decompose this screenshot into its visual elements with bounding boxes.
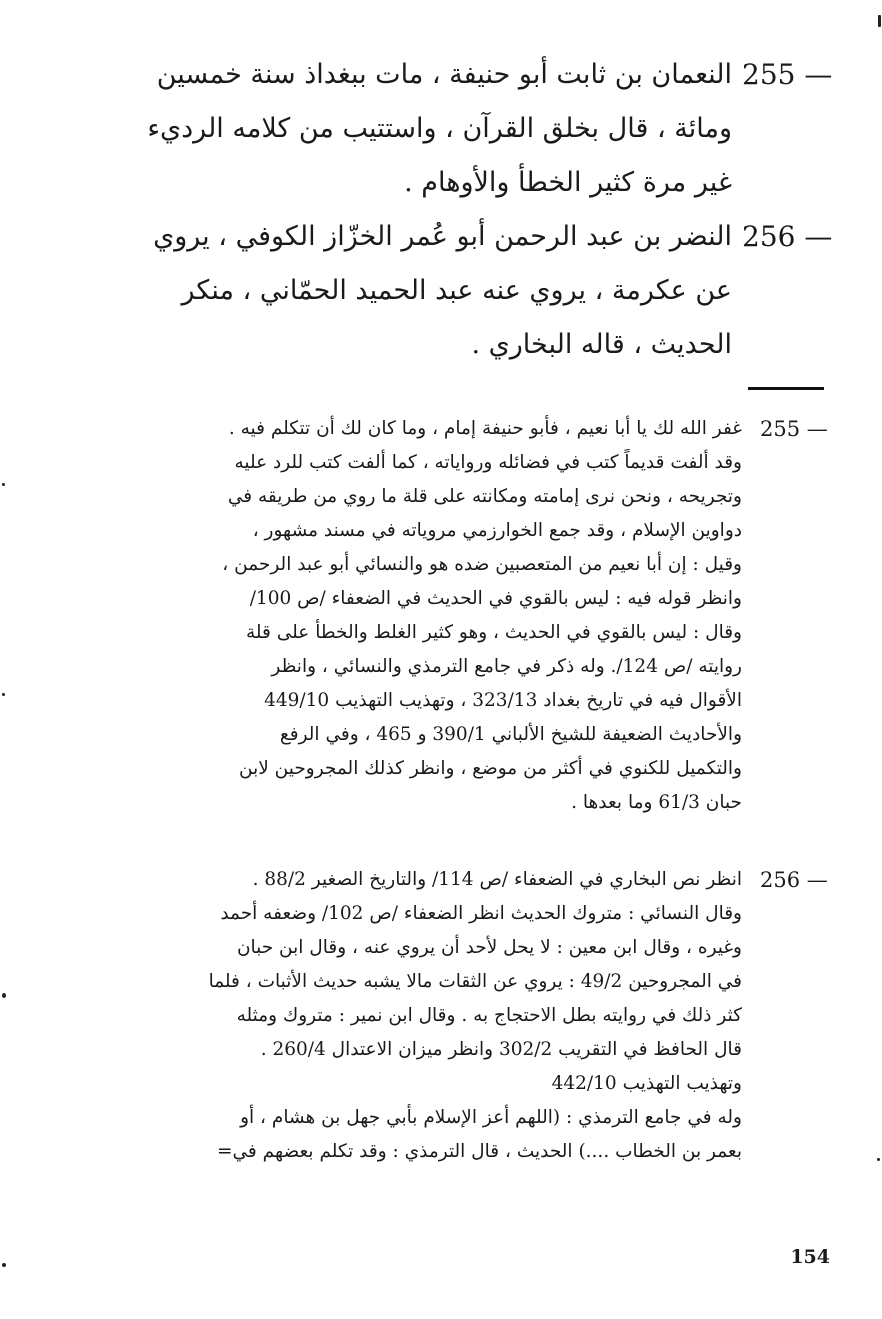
footnote-number-text: 255 bbox=[760, 417, 801, 441]
footnote-255 bbox=[110, 412, 832, 820]
text-line: وله في جامع الترمذي : (اللهم أعز الإسلام بأبي جهل بن هشام ، أو bbox=[240, 1107, 742, 1128]
footnote-text bbox=[110, 863, 742, 1169]
text-line: قال الحافظ في التقريب 302/2 وانظر ميزان الاعتدال 260/4 . bbox=[260, 1039, 742, 1060]
text-line: النضر بن عبد الرحمن أبو عُمر الخزّاز الكوفي ، يروي bbox=[153, 221, 732, 252]
entry-number bbox=[742, 48, 832, 102]
entry-dash: — bbox=[804, 58, 833, 91]
scan-speck bbox=[2, 1263, 6, 1267]
text-line: وقال : ليس بالقوي في الحديث ، وهو كثير الغلط والخطأ على قلة bbox=[245, 622, 742, 643]
footnote-number bbox=[760, 863, 832, 897]
footnote-dash: — bbox=[806, 868, 828, 892]
text-line: وتهذيب التهذيب 442/10 bbox=[551, 1073, 742, 1094]
scan-speck bbox=[877, 1158, 880, 1161]
text-line: وانظر قوله فيه : ليس بالقوي في الحديث في الضعفاء /ص 100/ bbox=[249, 588, 742, 609]
page-number: 154 bbox=[790, 1246, 830, 1268]
footnote-separator bbox=[748, 387, 824, 390]
text-line: حبان 61/3 وما بعدها . bbox=[571, 792, 742, 813]
scan-speck bbox=[2, 993, 6, 998]
text-line: غير مرة كثير الخطأ والأوهام . bbox=[404, 167, 732, 198]
text-line: غفر الله لك يا أبا نعيم ، فأبو حنيفة إمام ، وما كان لك أن تتكلم فيه . bbox=[228, 418, 742, 439]
text-line: روايته /ص 124/. وله ذكر في جامع الترمذي والنسائي ، وانظر bbox=[271, 656, 742, 677]
scan-speck bbox=[2, 693, 5, 696]
text-line: والأحاديث الضعيفة للشيخ الألباني 390/1 و 465 ، وفي الرفع bbox=[279, 724, 742, 745]
text-line: في المجروحين 49/2 : يروي عن الثقات مالا يشبه حديث الأثبات ، فلما bbox=[208, 971, 742, 992]
entry-number bbox=[742, 210, 832, 264]
footnote-256 bbox=[110, 863, 832, 1169]
main-entry-255 bbox=[110, 48, 832, 210]
text-line: عن عكرمة ، يروي عنه عبد الحميد الحمّاني ، منكر bbox=[181, 275, 732, 306]
text-line: بعمر بن الخطاب ....) الحديث ، قال الترمذي : وقد تكلم بعضهم في= bbox=[216, 1141, 742, 1162]
text-line: كثر ذلك في روايته بطل الاحتجاج به . وقال ابن نمير : متروك ومثله bbox=[236, 1005, 742, 1026]
footnote-number bbox=[760, 412, 832, 446]
text-line: انظر نص البخاري في الضعفاء /ص 114/ والتاريخ الصغير 88/2 . bbox=[252, 869, 742, 890]
text-line: الأقوال فيه في تاريخ بغداد 323/13 ، وتهذيب التهذيب 449/10 bbox=[264, 690, 742, 711]
text-line: وقيل : إن أبا نعيم من المتعصبين ضده هو والنسائي أبو عبد الرحمن ، bbox=[222, 554, 742, 575]
entry-text bbox=[110, 48, 732, 210]
scan-speck bbox=[2, 483, 5, 486]
text-line: والتكميل للكنوي في أكثر من موضع ، وانظر كذلك المجروحين لابن bbox=[239, 758, 742, 779]
main-entry-256 bbox=[110, 210, 832, 372]
text-line: دواوين الإسلام ، وقد جمع الخوارزمي مروياته في مسند مشهور ، bbox=[252, 520, 742, 541]
entry-text bbox=[110, 210, 732, 372]
text-line: النعمان بن ثابت أبو حنيفة ، مات ببغداذ سنة خمسين bbox=[156, 59, 732, 90]
scan-speck bbox=[878, 15, 881, 27]
entry-dash: — bbox=[804, 220, 833, 253]
footnote-text bbox=[110, 412, 742, 820]
text-line: وتجريحه ، ونحن نرى إمامته ومكانته على قلة ما روي من طريقه في bbox=[227, 486, 742, 507]
text-line: وقال النسائي : متروك الحديث انظر الضعفاء /ص 102/ وضعفه أحمد bbox=[220, 903, 742, 924]
text-line: الحديث ، قاله البخاري . bbox=[471, 329, 732, 360]
entry-number-text: 255 bbox=[742, 58, 796, 91]
text-line: وغيره ، وقال ابن معين : لا يحل لأحد أن يروي عنه ، وقال ابن حبان bbox=[236, 937, 742, 958]
entry-number-text: 256 bbox=[742, 220, 796, 253]
text-line: ومائة ، قال بخلق القرآن ، واستتيب من كلامه الرديء bbox=[147, 113, 732, 144]
text-line: وقد ألفت قديماً كتب في فضائله ورواياته ، كما ألفت كتب للرد عليه bbox=[234, 452, 742, 473]
footnote-number-text: 256 bbox=[760, 868, 801, 892]
footnote-dash: — bbox=[806, 417, 828, 441]
